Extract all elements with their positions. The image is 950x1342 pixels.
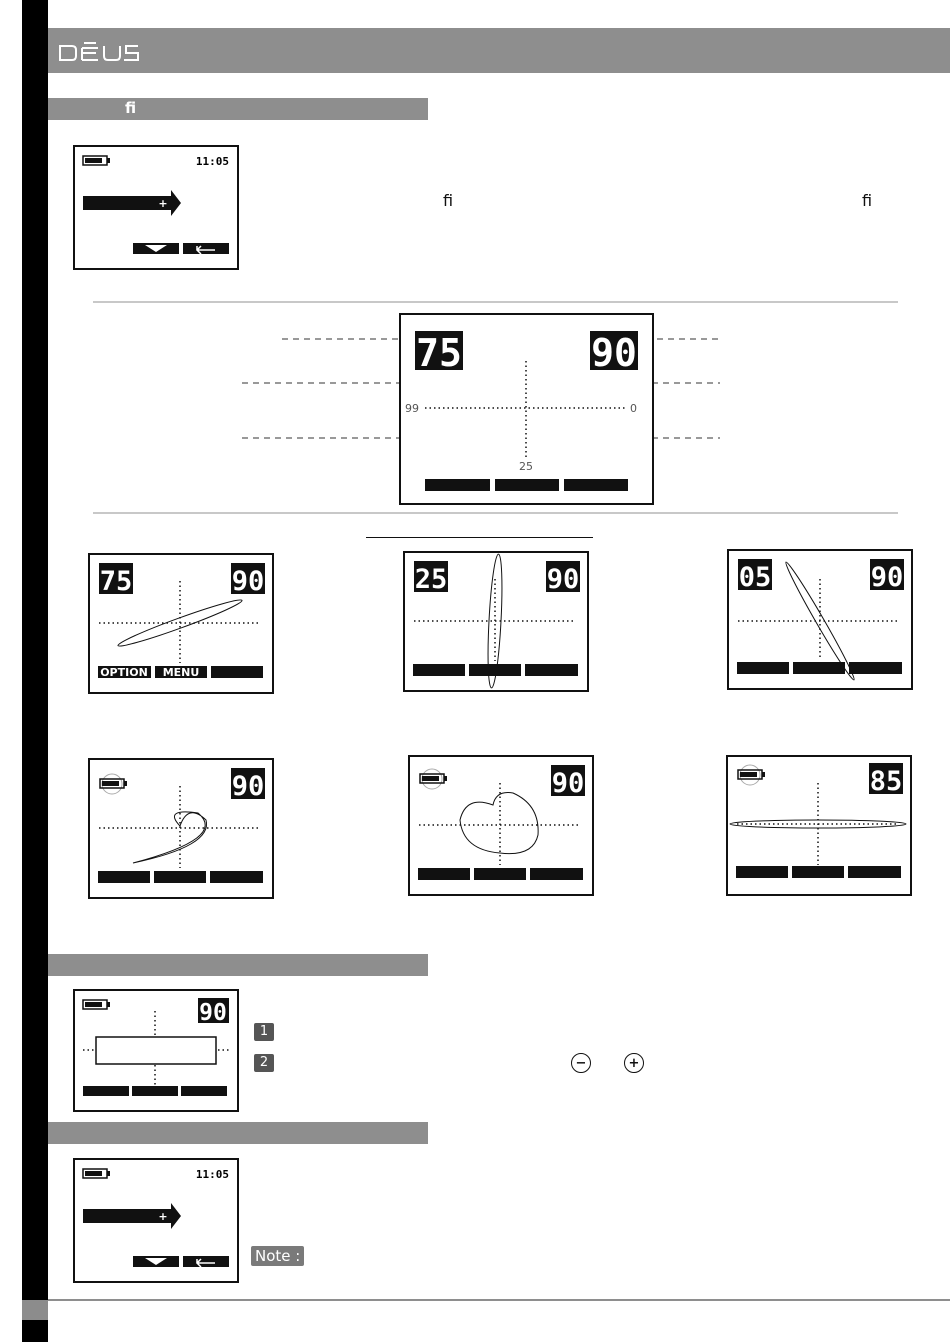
phase-panel-4: [88, 758, 274, 899]
axis-left-label: 99: [405, 402, 419, 415]
softkey-2[interactable]: [495, 479, 559, 491]
plus-button-icon: +: [624, 1053, 644, 1073]
step-1-badge: 1: [254, 1023, 274, 1041]
panel-6-button-1[interactable]: [736, 866, 788, 878]
section-title-1: fi: [125, 99, 137, 117]
panel-6-right-value: 85: [869, 766, 903, 797]
panel-2-left-value: 25: [414, 564, 448, 595]
panel-4-button-1[interactable]: [98, 871, 150, 883]
header-band: [48, 28, 950, 73]
ground-screen-value: 90: [199, 1000, 227, 1026]
panel-6-button-3[interactable]: [848, 866, 901, 878]
softkey-3[interactable]: [564, 479, 628, 491]
right-value: 90: [591, 331, 637, 375]
ground-softkey-3[interactable]: [181, 1086, 227, 1096]
panel-1-right-value: 90: [231, 566, 265, 597]
panel-3-button-1[interactable]: [737, 662, 789, 674]
divider-bottom: [93, 512, 898, 514]
svg-text:+: +: [158, 1210, 168, 1223]
device-screen-menu: [73, 145, 239, 270]
panel-2-button-2[interactable]: [469, 664, 521, 676]
section-bar-1: [48, 98, 428, 120]
panel-5-button-2[interactable]: [474, 868, 526, 880]
panel-1-button-menu[interactable]: MENU: [162, 666, 200, 679]
panel-2-button-1[interactable]: [413, 664, 465, 676]
panel-4-right-value: 90: [231, 771, 265, 802]
panel-3-left-value: 05: [738, 562, 772, 593]
divider-top: [93, 301, 898, 303]
back-button[interactable]: [183, 243, 229, 254]
ground-softkey-2[interactable]: [132, 1086, 178, 1096]
axis-bottom-label: 25: [519, 460, 533, 473]
page-tab: [22, 1300, 48, 1320]
phase-panel-6: [726, 755, 912, 896]
phase-panel-5: [408, 755, 594, 896]
section-bar-3: [48, 954, 428, 976]
softkey-1[interactable]: [425, 479, 490, 491]
back-button-2[interactable]: [183, 1256, 229, 1267]
diagram-screen: [399, 313, 655, 506]
phase-panel-3: [727, 549, 913, 690]
ground-value-box: [96, 1037, 216, 1064]
caption-underline: [366, 537, 593, 538]
clock-time-2: 11:05: [195, 1168, 229, 1181]
phase-panel-1: [88, 553, 274, 694]
device-screen-ground: [73, 989, 239, 1112]
panel-1-button-option[interactable]: OPTION: [100, 666, 148, 679]
svg-text:+: +: [158, 197, 168, 210]
panel-1-left-value: 75: [99, 566, 133, 597]
panel-3-right-value: 90: [870, 562, 904, 593]
section-bar-4: [48, 1122, 428, 1144]
clock-time: 11:05: [195, 155, 229, 168]
panel-5-button-3[interactable]: [530, 868, 583, 880]
phase-panel-2: [403, 551, 589, 692]
panel-2-right-value: 90: [546, 564, 580, 595]
panel-3-button-2[interactable]: [793, 662, 845, 674]
panel-5-button-1[interactable]: [418, 868, 470, 880]
deus-logo: [58, 40, 140, 62]
ground-softkey-1[interactable]: [83, 1086, 129, 1096]
panel-4-button-3[interactable]: [210, 871, 263, 883]
minus-button-icon: −: [571, 1053, 591, 1073]
panel-5-right-value: 90: [551, 768, 585, 799]
left-value: 75: [416, 331, 462, 375]
panel-6-button-2[interactable]: [792, 866, 844, 878]
note-badge: Note :: [251, 1246, 304, 1266]
device-screen-menu-2: [73, 1158, 239, 1283]
footer-line: [48, 1299, 950, 1301]
panel-3-button-3[interactable]: [849, 662, 902, 674]
axis-right-label: 0: [630, 402, 637, 415]
panel-2-button-3[interactable]: [525, 664, 578, 676]
logo-text: DEUS: [58, 40, 61, 41]
step-2-badge: 2: [254, 1054, 274, 1072]
panel-4-button-2[interactable]: [154, 871, 206, 883]
ligature-text-2: fi: [862, 191, 873, 210]
ligature-text-1: fi: [443, 191, 454, 210]
left-margin-bar: [22, 0, 48, 1342]
